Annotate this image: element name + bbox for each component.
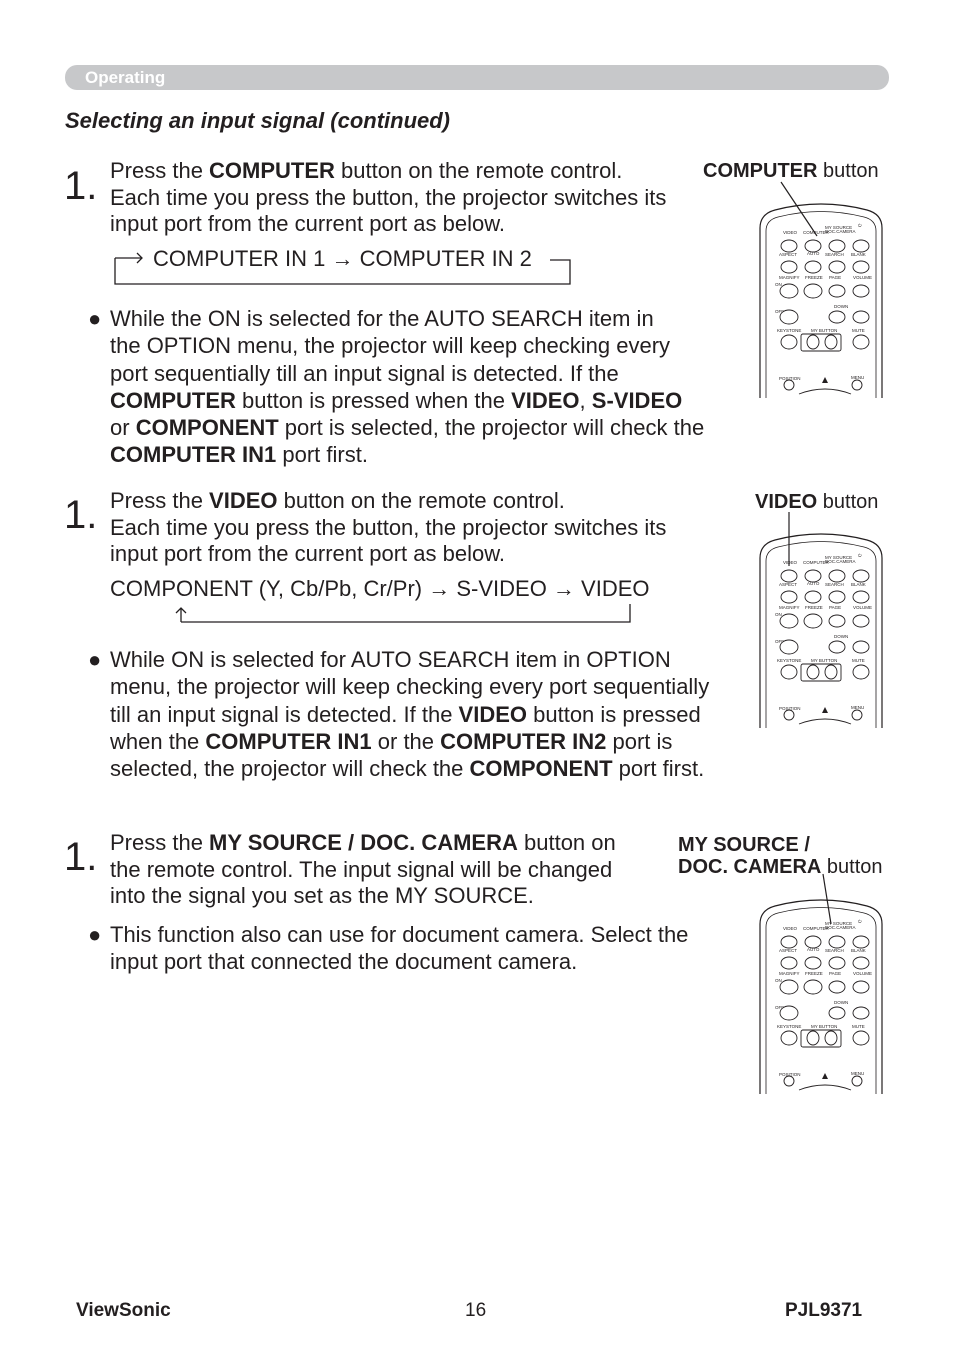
computer-label: COMPUTER — [803, 926, 829, 931]
video-label: VIDEO — [783, 230, 798, 235]
magnify-label: MAGNIFY — [779, 605, 800, 610]
mybutton-label: MY BUTTON — [811, 658, 838, 663]
on-label: ON — [775, 612, 782, 617]
position-label: POSITION — [779, 706, 801, 711]
video-label: VIDEO — [783, 926, 798, 931]
mysource-label: MY SOURCE — [825, 921, 853, 926]
section-header-label: Operating — [85, 68, 166, 87]
input-sequence: COMPONENT (Y, Cb/Pb, Cr/Pr) → S-VIDEO → VIDEO — [110, 576, 650, 601]
step-line: Press the VIDEO button on the remote control. — [110, 488, 565, 513]
off-label: OFF — [775, 309, 784, 314]
mute-label: MUTE — [852, 1024, 865, 1029]
step-line: into the signal you set as the MY SOURCE. — [110, 883, 534, 908]
mute-label: MUTE — [852, 328, 865, 333]
page-label: PAGE — [829, 275, 842, 280]
doccamera-label: DOC.CAMERA — [825, 925, 856, 930]
bullet-note: ● While ON is selected for AUTO SEARCH item in OPTION menu, the projector will keep checking every port sequentially till an input signal is detected. If the VIDEO button is pressed when the COMPUTER IN1 or the COMPUTER IN2 port is selected, the projector will check the COMPONENT port first. — [88, 647, 710, 782]
step-line: Each time you press the button, the projector switches its — [110, 514, 667, 540]
step-line: input port from the current port as below. — [110, 541, 505, 566]
computer-label: COMPUTER — [803, 560, 829, 565]
volume-label: VOLUME — [853, 971, 873, 976]
off-label: OFF — [775, 1005, 784, 1010]
page-label: PAGE — [829, 971, 842, 976]
section-header-bar — [65, 65, 889, 90]
footer-model: PJL9371 — [785, 1300, 863, 1321]
page-title: Selecting an input signal (continued) — [65, 108, 451, 133]
footer-brand: ViewSonic — [76, 1300, 171, 1321]
step-text — [110, 830, 616, 910]
off-label: OFF — [775, 639, 784, 644]
doccamera-label: DOC.CAMERA — [825, 229, 856, 234]
mysource-label: MY SOURCE — [825, 555, 853, 560]
mysource-label: MY SOURCE — [825, 225, 853, 230]
volume-label: VOLUME — [853, 605, 873, 610]
position-label: POSITION — [779, 1072, 801, 1077]
blank-label: BLANK — [851, 582, 866, 587]
search-label: SEARCH — [825, 252, 844, 257]
power-icon: ⏻ — [858, 223, 862, 228]
position-label: POSITION — [779, 376, 801, 381]
step-number: 1. — [64, 493, 98, 537]
mybutton-label: MY BUTTON — [811, 328, 838, 333]
step-text — [110, 158, 666, 238]
remote-caption: MY SOURCE / DOC. CAMERA button — [678, 834, 883, 878]
bullet-note: ● While the ON is selected for the AUTO SEARCH item in the OPTION menu, the projector will keep checking every port sequentially till an input signal is detected. If the COMPUTER button is pressed when the VIDEO, S-VIDEO or COMPONENT port is selected, the projector will check the COMPUTER IN1 port first. — [88, 306, 705, 468]
down-label: DOWN — [834, 634, 849, 639]
computer-label: COMPUTER — [803, 230, 829, 235]
mybutton-label: MY BUTTON — [811, 1024, 838, 1029]
menu-label: MENU — [851, 375, 865, 380]
freeze-label: FREEZE — [805, 605, 823, 610]
input-sequence: COMPUTER IN 1 → COMPUTER IN 2 — [153, 246, 532, 271]
step-line: Press the MY SOURCE / DOC. CAMERA button on — [110, 830, 616, 855]
keystone-label: KEYSTONE — [777, 328, 802, 333]
down-label: DOWN — [834, 304, 849, 309]
mute-label: MUTE — [852, 658, 865, 663]
aspect-label: ASPECT — [779, 948, 798, 953]
callout-line — [781, 182, 817, 236]
remote-caption: VIDEO button — [755, 491, 879, 513]
volume-label: VOLUME — [853, 275, 873, 280]
page-label: PAGE — [829, 605, 842, 610]
remote-control-illustration — [755, 854, 895, 1096]
magnify-label: MAGNIFY — [779, 971, 800, 976]
step-line: Each time you press the button, the projector switches its — [110, 184, 667, 210]
on-label: ON — [775, 978, 782, 983]
blank-label: BLANK — [851, 948, 866, 953]
remote-caption: COMPUTER button — [703, 160, 879, 182]
freeze-label: FREEZE — [805, 971, 823, 976]
auto-label: AUTO — [807, 251, 820, 256]
video-label: VIDEO — [783, 560, 798, 565]
step-number: 1. — [64, 835, 98, 879]
callout-line — [823, 874, 831, 924]
cycle-arrow — [168, 600, 638, 630]
on-label: ON — [775, 282, 782, 287]
menu-label: MENU — [851, 705, 865, 710]
power-icon: ⏻ — [858, 553, 862, 558]
auto-label: AUTO — [807, 581, 820, 586]
menu-label: MENU — [851, 1071, 865, 1076]
bullet-note: ● This function also can use for document camera. Select the input port that connected the document camera. — [88, 922, 689, 975]
search-label: SEARCH — [825, 582, 844, 587]
step-line: input port from the current port as below. — [110, 211, 505, 236]
page-number: 16 — [465, 1300, 487, 1321]
auto-label: AUTO — [807, 947, 820, 952]
step-line: Press the COMPUTER button on the remote control. — [110, 158, 623, 183]
keystone-label: KEYSTONE — [777, 658, 802, 663]
keystone-label: KEYSTONE — [777, 1024, 802, 1029]
aspect-label: ASPECT — [779, 252, 798, 257]
step-number: 1. — [64, 164, 98, 208]
magnify-label: MAGNIFY — [779, 275, 800, 280]
step-line: the remote control. The input signal will be changed — [110, 856, 613, 882]
aspect-label: ASPECT — [779, 582, 798, 587]
search-label: SEARCH — [825, 948, 844, 953]
down-label: DOWN — [834, 1000, 849, 1005]
step-text — [110, 488, 666, 568]
doccamera-label: DOC.CAMERA — [825, 559, 856, 564]
blank-label: BLANK — [851, 252, 866, 257]
power-icon: ⏻ — [858, 919, 862, 924]
freeze-label: FREEZE — [805, 275, 823, 280]
remote-control-illustration — [755, 488, 895, 730]
remote-control-illustration — [755, 158, 895, 400]
